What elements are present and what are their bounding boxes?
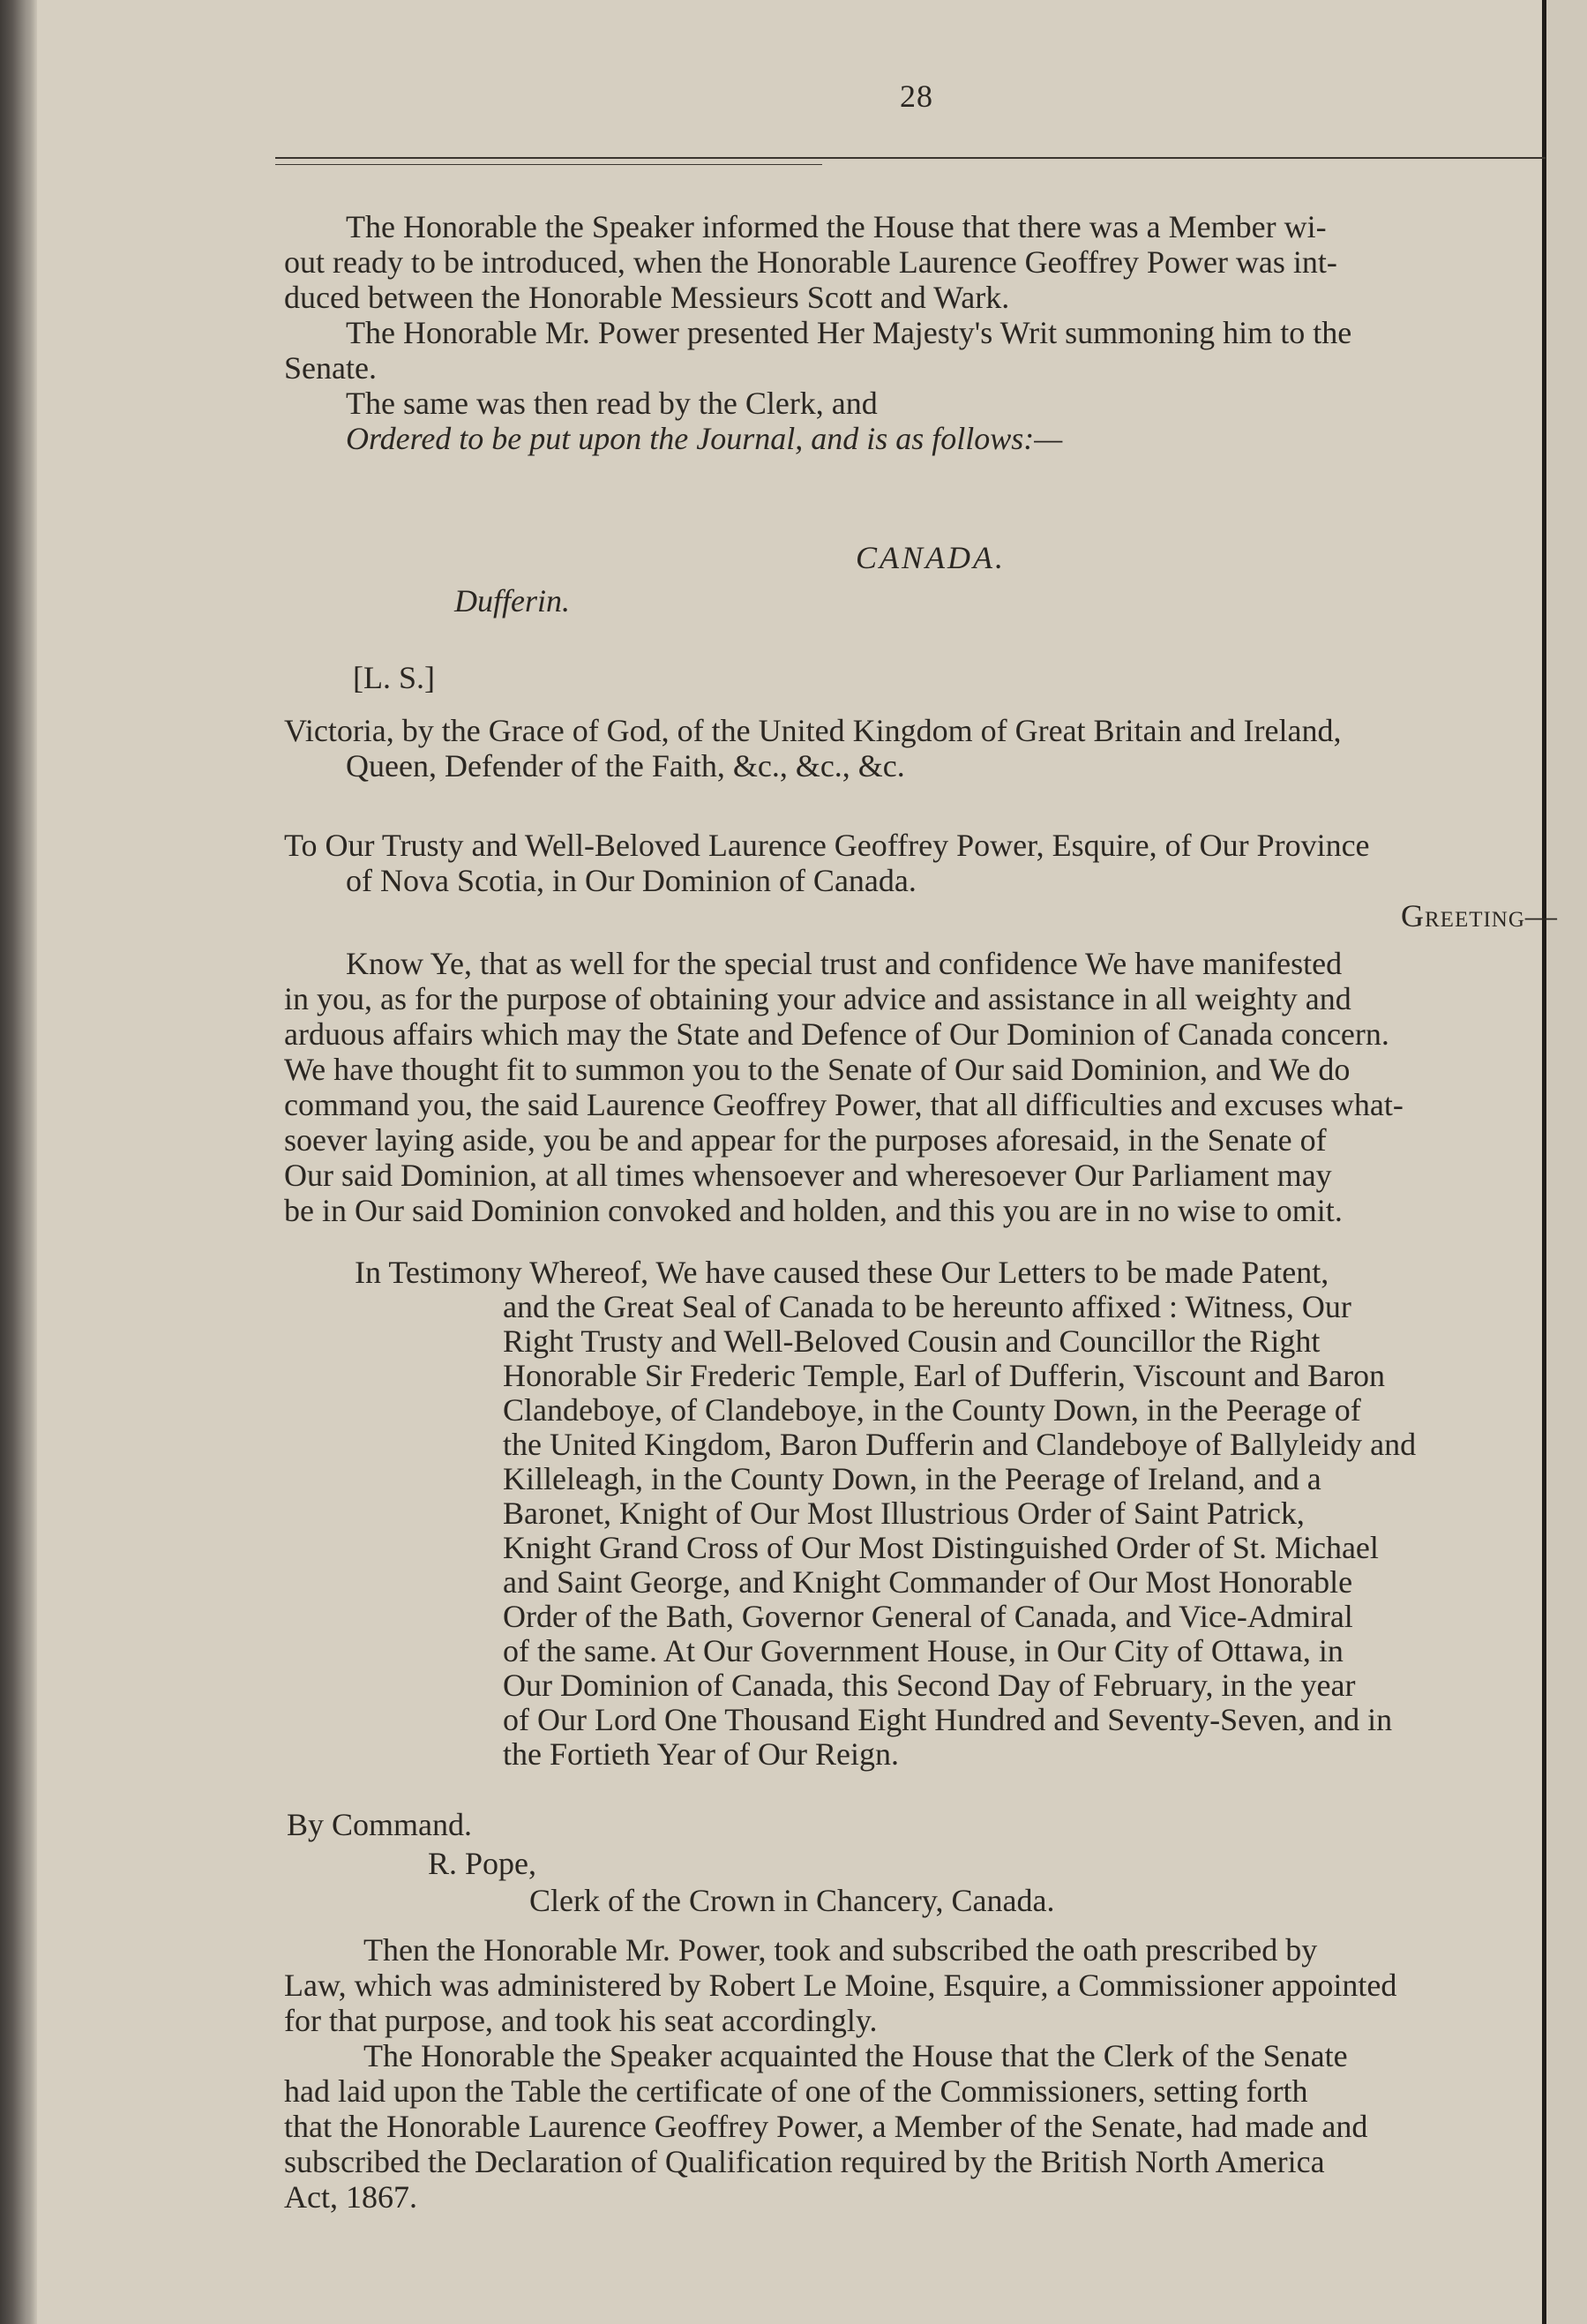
header-rule-secondary [275,164,822,165]
know-ye-line: be in Our said Dominion convoked and holden, and this you are in no wise to omit. [284,1193,1343,1228]
writ-to-line: To Our Trusty and Well-Beloved Laurence Geoffrey Power, Esquire, of Our Province [284,828,1370,863]
testimony-line: and Saint George, and Knight Commander of Our Most Honorable [503,1564,1353,1600]
signer-pope: R. Pope, [428,1846,537,1881]
writ-victoria-line: Queen, Defender of the Faith, &c., &c., &c. [346,748,905,783]
testimony-line: Clandeboye, of Clandeboye, in the County Down, in the Peerage of [503,1392,1361,1428]
writ-to-line: of Nova Scotia, in Our Dominion of Canada. [346,863,917,898]
closing-line: The Honorable the Speaker acquainted the House that the Clerk of the Senate [363,2038,1348,2073]
intro-line: The Honorable Mr. Power presented Her Majesty's Writ summoning him to the [346,315,1352,350]
know-ye-line: soever laying aside, you be and appear for the purposes aforesaid, in the Senate of [284,1122,1327,1158]
closing-line: Act, 1867. [284,2179,417,2215]
closing-line: subscribed the Declaration of Qualification required by the British North America [284,2144,1325,2179]
closing-line: that the Honorable Laurence Geoffrey Power, a Member of the Senate, had made and [284,2109,1368,2144]
testimony-line: Killeleagh, in the County Down, in the Peerage of Ireland, and a [503,1461,1321,1496]
writ-signatory: Dufferin. [454,583,570,618]
testimony-line: Baronet, Knight of Our Most Illustrious Order of Saint Patrick, [503,1496,1305,1531]
page-number: 28 [900,79,933,114]
testimony-line: of Our Lord One Thousand Eight Hundred and Seventy-Seven, and in [503,1702,1393,1737]
binding-gutter [0,0,37,2324]
testimony-line: Right Trusty and Well-Beloved Cousin and Councillor the Right [503,1323,1321,1359]
writ-greeting: Greeting— [1401,898,1558,933]
testimony-line: Our Dominion of Canada, this Second Day of February, in the year [503,1668,1356,1703]
know-ye-line: Our said Dominion, at all times whensoever and wheresoever Our Parliament may [284,1158,1332,1193]
testimony-line: Order of the Bath, Governor General of Canada, and Vice-Admiral [503,1599,1353,1634]
know-ye-line: arduous affairs which may the State and Defence of Our Dominion of Canada concern. [284,1016,1389,1052]
closing-line: Then the Honorable Mr. Power, took and subscribed the oath prescribed by [363,1932,1318,1968]
know-ye-line: command you, the said Laurence Geoffrey Power, that all difficulties and excuses what- [284,1087,1404,1122]
intro-line: The Honorable the Speaker informed the House that there was a Member wi- [346,209,1327,244]
ordered-line: Ordered to be put upon the Journal, and is as follows:— [346,421,1063,456]
know-ye-line: in you, as for the purpose of obtaining your advice and assistance in all weighty and [284,981,1351,1016]
intro-line: The same was then read by the Clerk, and [346,386,878,421]
testimony-block [503,1290,1544,1772]
intro-line: duced between the Honorable Messieurs Scott and Wark. [284,280,1010,315]
header-rule [275,157,1546,159]
closing-line: had laid upon the Table the certificate of one of the Commissioners, setting forth [284,2073,1308,2109]
closing-line: for that purpose, and took his seat accordingly. [284,2003,878,2038]
writ-seal: [L. S.] [353,660,435,695]
writ-victoria-line: Victoria, by the Grace of God, of the United Kingdom of Great Britain and Ireland, [284,713,1342,748]
intro-line: Senate. [284,350,377,386]
writ-country: CANADA. [856,540,1006,575]
intro-line: out ready to be introduced, when the Honorable Laurence Geoffrey Power was int- [284,244,1337,280]
testimony-line: Knight Grand Cross of Our Most Distinguished Order of St. Michael [503,1530,1379,1565]
testimony-line: Honorable Sir Frederic Temple, Earl of Dufferin, Viscount and Baron [503,1358,1386,1393]
testimony-lead: In Testimony Whereof, We have caused these Our Letters to be made Patent, [355,1255,1329,1290]
testimony-line: and the Great Seal of Canada to be hereunto affixed : Witness, Our [503,1290,1351,1324]
testimony-line: the United Kingdom, Baron Dufferin and Clandeboye of Ballyleidy and [503,1427,1417,1462]
testimony-line: of the same. At Our Government House, in Our City of Ottawa, in [503,1633,1344,1668]
know-ye-line: We have thought fit to summon you to the Senate of Our said Dominion, and We do [284,1052,1351,1087]
know-ye-line: Know Ye, that as well for the special trust and confidence We have manifested [346,946,1343,981]
by-command: By Command. [287,1807,473,1842]
closing-line: Law, which was administered by Robert Le Moine, Esquire, a Commissioner appointed [284,1968,1397,2003]
testimony-line: the Fortieth Year of Our Reign. [503,1736,899,1772]
clerk-title: Clerk of the Crown in Chancery, Canada. [529,1883,1055,1918]
